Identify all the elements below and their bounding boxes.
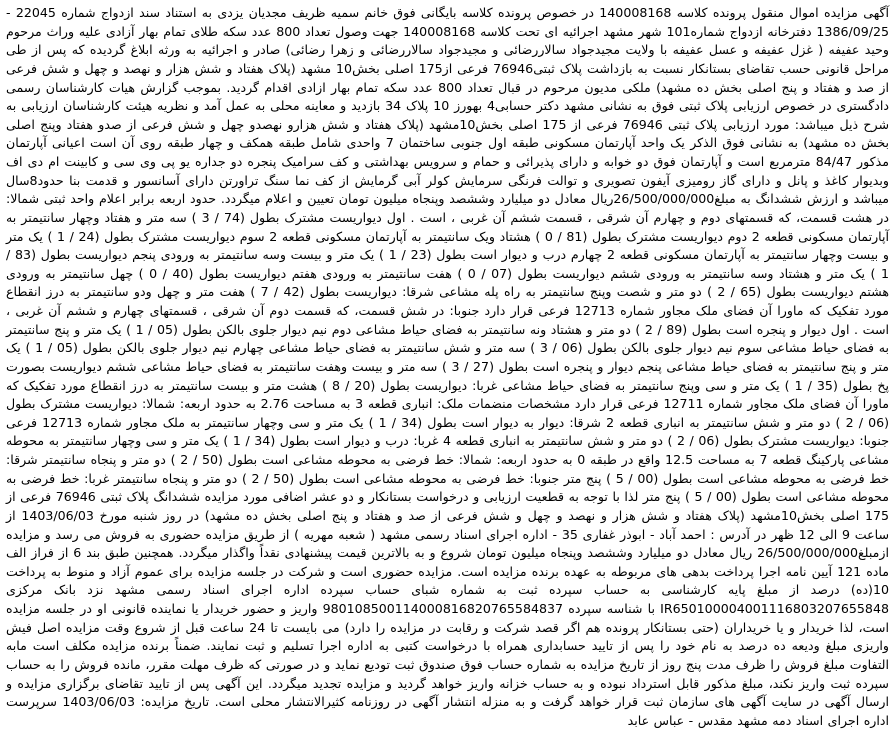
notice-body-text: آگهی مزایده اموال منقول پرونده کلاسه 140008168 در خصوص پرونده کلاسه بایگانی فوق خانم سمیه ظریف مجدیان یزدی به استناد سند ازدواج شماره 22045 - 1386/09/25 دفترخانه ازدواج شماره101 شهر مشهد اجرائیه ای تحت کلاسه 140008168 جهت وصول تعداد 800 عدد سکه طلای تمام بهار آزادی علیه وراث مرحوم وحید عفیفه ( غزل عفیفه و عسل عفیفه با ولایت مجیدجواد سالاررضائی و مجیدجواد سالاررضائی و زهرا رضائی) صادر و اجرائیه به ورثه ابلاغ گردیده که پس از طی مراحل قانونی حسب تقاضای بستانکار نسبت به بازداشت پلاک ثبتی76946 فرعی از175 اصلی بخش10 مشهد (پلاک هفتاد و شش هزار و نهصد و چهل و شش فرعی از صد و هفتاد و پنج اصلی بخش ده مشهد) ملکی مدیون مرحوم در قبال تعداد 800 عدد سکه تمام بهار ازادی اقدام گردید. بموجب گزارش هیات کارشناسان رسمی دادگستری در خصوص ارزیابی پلاک ثبتی فوق به نشانی مشهد دکتر حسابی4 بهورز 10 پلاک 34 بازدید و معاینه محلی به عمل آمد و نظریه هیئت کارشناسان ارزیابی به شرح ذیل میباشد: مورد ارزیابی پلاک ثبتی 76946 فرعی از 175 اصلی بخش10مشهد (پلاک هفتاد و شش هزارو نهصدو چهل و شش فرعی از صدو هفتاد وپنج اصلی بخش ده مشهد) به نشانی فوق الذکر یک واحد آپارتمان مسکونی طبقه اول جنوبی ساختمان 7 واحدی شامل طبقه همکف و چهار طبقه روی آن است اعیانی آپارتمان مذکور 84/47 مترمربع است و آپارتمان فوق دو خوابه و دارای پذیرائی و حمام و سرویس بهداشتی و کف سرامیک پنجره دو جداره یو پی وی سی و کابینت ام دی اف وبدیوار کاغذ و پانل و دارای گاز رومیزی آیفون تصویری و توالت فرنگی سرمایش کولر آبی گرمایش از کف نما سنگ تراورتن دارای آسانسور و قدمت بنا حدود8سال میباشد و ارزش ششدانگ به مبلغ26/500/000/000ریال معادل دو میلیارد وششصد وپنجاه میلیون تومان تعیین و اعلام میگردد. حدود اربعه برابر اعلام واحد ثبتی شمالا: در هشت قسمت، که قسمتهای دوم و چهارم آن شرقی ، قسمت ششم آن غربی ، است . اول دیواریست مشترک بطول (74 / 3 ) سه متر و هفتاد وچهار سانتیمتر به آپارتمان مسکونی قطعه 2 دوم دیواریست مشترک بطول (81 / 0 ) هشتاد ویک سانتیمتر به آپارتمان مسکونی قطعه 2 سوم دیواریست مشترک بطول (24 / 1 ) یک متر و بیست وچهار سانتیمتر به آپارتمان مسکونی قطعه 2 چهارم درب و دیوار است بطول (23 / 1 ) یک متر و بیست وسه سانتیمتر به ورودی پنجم دیواریست بطول (83 / 1 ) یک متر و هشتاد وسه سانتیمتر به ورودی ششم دیواریست بطول (07 / 0 ) هفت سانتیمتر به ورودی هفتم دیواریست بطول (40 / 0 ) چهل سانتیمتر به ورودی هشتم دیواریست بطول (65 / 2 ) دو متر و شصت وپنج سانتیمتر به راه پله مشاعی شرقا: دیواریست بطول (42 / 7 ) هفت متر و چهل ودو سانتیمتر به درز انقطاع مورد تفکیک که ماورا آن فضای ملک مجاور شماره 12713 فرعی قرار دارد جنوبا: در شش قسمت، که قسمت دوم آن شرقی ، قسمتهای چهارم و ششم آن غربی ، است . اول دیوار و پنجره است بطول (89 / 2 ) دو متر و هشتاد ونه سانتیمتر به فضای حیاط مشاعی دوم نیم دیوار جلوی بالکن بطول (05 / 1 ) یک متر و پنج سانتیمتر به فضای حیاط مشاعی سوم نیم دیوار جلوی بالکن بطول (06 / 3 ) سه متر و شش سانتیمتر به فضای حیاط مشاعی چهارم نیم دیوار جلوی بالکن بطول (05 / 1 ) یک متر و پنج سانتیمتر به فضای حیاط مشاعی پنجم دیوار و پنجره است بطول (27 / 3 ) سه متر و بیست وهفت سانتیمتر به فضای حیاط مشاعی ششم دیواریست بصورت پخ بطول (35 / 1 ) یک متر و سی وپنج سانتیمتر به فضای حیاط مشاعی غربا: دیواریست بطول (20 / 8 ) هشت متر و بیست سانتیمتر به درز انقطاع مورد تفکیک که ماورا آن فضای ملک مجاور شماره 12711 فرعی قرار دارد مشخصات منضمات ملک: انباری قطعه 3 به مساحت 2.76 به حدود اربعه: شمالا: دیواریست مشترک بطول (06 / 2 ) دو متر و شش سانتیمتر به انباری قطعه 2 شرقا: دیوار به دیوار است بطول (34 / 1 ) یک متر و سی وچهار سانتیمتر به ملک مجاور شماره 12713 فرعی جنوبا: دیواریست مشترک بطول (06 / 2 ) دو متر و شش سانتیمتر به انباری قطعه 4 غربا: درب و دیوار است بطول (34 / 1 ) یک متر و سی وچهار سانتیمتر به محوطه مشاعی پارکینگ قطعه 7 به مساحت 12.5 واقع در طبقه 0 به حدود اربعه: شمالا: خط فرضی به محوطه مشاعی است بطول (50 / 2 ) دو متر و پنجاه سانتیمتر شرقا: خط فرضی به محوطه مشاعی است بطول (00 / 5 ) پنج متر جنوبا: خط فرضی به محوطه مشاعی است بطول (50 / 2 ) دو متر و پنجاه سانتیمتر غربا: خط فرضی به محوطه مشاعی است بطول (00 / 5 ) پنج متر لذا با توجه به قطعیت ارزیابی و درخواست بستانکار و دو عشر اضافی مورد مزایده ششدانگ پلاک ثبتی 76946 فرعی از 175 اصلی بخش10مشهد (پلاک هفتاد و شش هزار و نهصد و چهل و شش فرعی از صد و هفتاد و پنج اصلی بخش ده مشهد) در روز شنبه مورخ 1403/06/03 از ساعت 9 الی 12 ظهر در آدرس : احمد آباد - ابوذر غفاری 35 - اداره اجرای اسناد رسمی مشهد ( شعبه مهریه ) از طریق مزایده حضوری به فروش می رسد و مزایده ازمبلغ26/500/000/000 ریال معادل دو میلیارد وششصد وپنجاه میلیون تومان شروع و به بالاترین قیمت پیشنهادی نقداً واگذار میگردد. همچنین طبق بند 6 از فراز الف ماده 121 آیین نامه اجرا پرداخت بدهی های مربوطه به عهده برنده مزایده است. مزایده حضوری است و شرکت در جلسه مزایده برای عموم آزاد و منوط به پرداخت 10(ده) درصد از مبلغ پایه کارشناسی به حساب سپرده ثبت به شماره شبای حساب سپرده اداره اجرای اسناد رسمی مشهد نزد بانک مرکزی IR650100004001116803207655848 با شناسه سپرده 980108500114000816820765584837 واریز و حضور خریدار یا نماینده قانونی او در جلسه مزایده است، لذا خریدار و یا خریداران (حتی بستانکار پرونده هم اگر قصد شرکت و رقابت در مزایده را دارد) می بایست تا 24 ساعت قبل از شروع وقت مزایده اصل فیش واریزی مبلغ ودیعه ده درصد به نام خود را پس از تایید حسابداری همراه با درخواست کتبی به اداره اجرا تسلیم و ثبت نمایند. ضمناً برنده مزایده مکلف است مابه التفاوت مبلغ فروش را ظرف مدت پنج روز از تاریخ مزایده به شماره حساب فوق صندوق ثبت تودیع نماید و در صورتی که ظرف مهلت مقرر، مانده فروش را به حساب سپرده ثبت واریز نکند، مبلغ مذکور قابل استرداد نبوده و به حساب خزانه واریز خواهد گردید و مزایده تجدید میگردد. این آگهی پس از تایید تقاضای برگزاری مزایده و ارسال آگهی در سایت آگهی های سازمان ثبت قرار خواهد گرفت و به منزله انتشار آگهی در روزنامه کثیرالانتشار محلی است. تاریخ مزایده: 1403/06/03 سرپرست اداره اجرای اسناد دمه مشهد مقدس - عباس عابد [6,5,890,728]
